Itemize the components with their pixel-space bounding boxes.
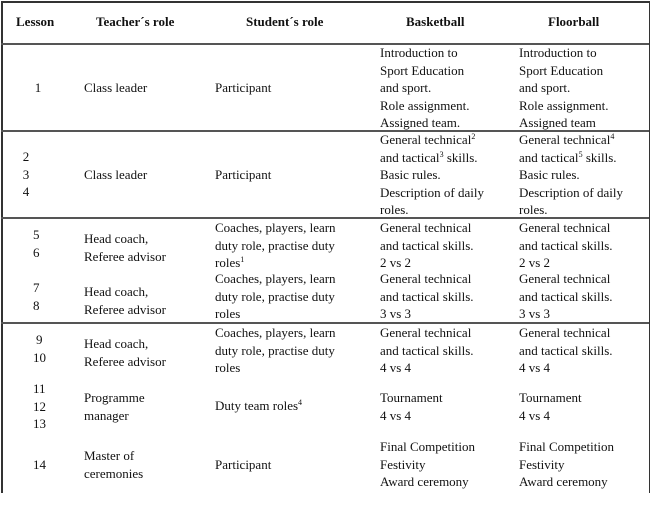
footnote-marker: 4 [610,132,615,141]
teacher-role: Class leader [84,167,148,182]
student-role-line: duty role, practise duty [215,342,335,358]
lesson-number: 14 [33,457,46,472]
floorball-line: Introduction to [519,45,597,60]
lesson-numbers [33,380,46,433]
floorball-activity [519,131,623,219]
lesson-number: 4 [22,184,30,199]
teacher-role-line: Master of [84,448,135,463]
lesson-number: 6 [33,244,40,260]
lesson-number: 2 [22,149,30,164]
lesson-number: 1 [34,80,42,95]
basketball-line: Award ceremony [380,474,469,489]
floorball-line: 4 vs 4 [519,360,551,375]
student-role-line: Coaches, players, learn [215,325,336,340]
basketball-activity [380,324,474,377]
teacher-role-line: Head coach, [84,284,149,299]
basketball-line: Introduction to [380,45,458,60]
basketball-activity [380,438,475,491]
basketball-line: Basic rules. [380,167,441,182]
student-role-line: Coaches, players, learn [215,271,336,286]
lesson-numbers [33,331,46,366]
lesson-number: 11 [33,381,46,396]
basketball-line: Final Competition [380,439,475,454]
header-teacher-role: Teacher´s role [96,14,175,29]
floorball-line: and tactical skills. [519,237,613,253]
floorball-line: roles. [519,202,548,217]
header-lesson: Lesson [16,14,55,29]
student-role-line: duty role, practise duty [215,237,335,253]
lesson-number: 13 [33,416,46,431]
floorball-line: 2 vs 2 [519,255,551,270]
lesson-number: 7 [33,280,40,295]
basketball-line: 2 vs 2 [380,255,412,270]
student-role-line: Coaches, players, learn [215,220,336,235]
basketball-line: 4 vs 4 [380,407,412,423]
basketball-activity [380,131,484,219]
student-role-line: duty role, practise duty [215,288,335,304]
student-role: Participant [215,167,272,182]
footnote-marker: 3 [439,149,444,159]
basketball-activity [380,270,474,323]
lesson-numbers [33,226,40,261]
basketball-line: roles. [380,202,409,217]
floorball-line: Tournament [519,390,582,405]
footnote-marker: 1 [240,255,245,264]
floorball-line: General technical [519,271,611,286]
basketball-line: General technical [380,220,472,235]
basketball-line: Sport Education [380,62,465,78]
lesson-number: 8 [33,297,40,313]
floorball-line: General technical$^4$ [519,132,615,147]
teacher-role-line: ceremonies [84,465,144,481]
teacher-role-line: Referee advisor [84,301,166,317]
footnote-marker: 5 [578,149,583,159]
lesson-numbers [33,279,40,314]
floorball-line: General technical [519,220,611,235]
student-role: Participant [215,457,272,472]
lesson-number: 10 [33,349,46,365]
basketball-line: Role assignment. [380,97,470,113]
basketball-activity [380,44,470,132]
floorball-line: Festivity [519,456,565,472]
footnote-marker: 4 [298,398,303,407]
lesson-number: 9 [36,332,43,347]
floorball-line: and tactical$^5$ skills. [519,149,617,165]
floorball-activity [519,270,613,323]
student-role-line: roles [215,360,241,375]
floorball-activity [519,219,613,272]
student-role: Participant [215,80,272,95]
floorball-line: 4 vs 4 [519,407,551,423]
floorball-activity [519,438,614,491]
basketball-line: Festivity [380,456,426,472]
basketball-line: and tactical skills. [380,342,474,358]
teacher-role [84,283,166,318]
floorball-line: and tactical skills. [519,288,613,304]
student-role-line: roles$^1$ [215,255,245,270]
teacher-role [84,335,166,370]
lesson-number: 3 [22,166,30,182]
lesson-numbers [16,148,36,201]
student-role-line: roles [215,306,241,321]
basketball-line: and tactical$^3$ skills. [380,149,478,165]
student-role: Duty team roles$^4$ [215,398,303,413]
basketball-line: General technical$^2$ [380,132,476,147]
teacher-role [84,389,145,424]
teacher-role-line: Head coach, [84,231,149,246]
floorball-line: Award ceremony [519,474,608,489]
floorball-line: Role assignment. [519,97,609,113]
basketball-activity [380,389,443,424]
teacher-role-line: Head coach, [84,336,149,351]
basketball-line: 4 vs 4 [380,360,412,375]
header-basketball: Basketball [406,14,465,29]
floorball-line: and tactical skills. [519,342,613,358]
basketball-line: and tactical skills. [380,237,474,253]
floorball-activity [519,324,613,377]
teacher-role [84,230,166,265]
basketball-line: and sport. [380,80,432,95]
student-role [215,324,336,377]
teacher-role-line: Referee advisor [84,353,166,369]
header-student-role: Student´s role [246,14,324,29]
basketball-activity [380,219,474,272]
basketball-line: General technical [380,271,472,286]
basketball-line: Tournament [380,390,443,405]
basketball-line: and tactical skills. [380,288,474,304]
student-role [215,270,336,323]
header-floorball: Floorball [548,14,600,29]
lesson-number: 5 [33,227,40,242]
lesson-number: 12 [33,398,46,414]
floorball-line: Assigned team [519,115,596,130]
floorball-line: General technical [519,325,611,340]
floorball-line: Sport Education [519,62,604,78]
footnote-marker: 2 [471,132,476,141]
floorball-line: Final Competition [519,439,614,454]
floorball-line: Description of daily [519,184,623,200]
teacher-role [84,447,143,482]
floorball-line: 3 vs 3 [519,306,551,321]
teacher-role-line: Programme [84,390,145,405]
basketball-line: 3 vs 3 [380,306,412,321]
basketball-line: Assigned team. [380,115,461,130]
floorball-line: Basic rules. [519,167,580,182]
teacher-role-line: Referee advisor [84,248,166,264]
floorball-line: and sport. [519,80,571,95]
basketball-line: Description of daily [380,184,484,200]
floorball-activity [519,44,609,132]
student-role [215,219,336,272]
teacher-role-line: manager [84,407,129,423]
floorball-activity [519,389,582,424]
basketball-line: General technical [380,325,472,340]
teacher-role: Class leader [84,80,148,95]
